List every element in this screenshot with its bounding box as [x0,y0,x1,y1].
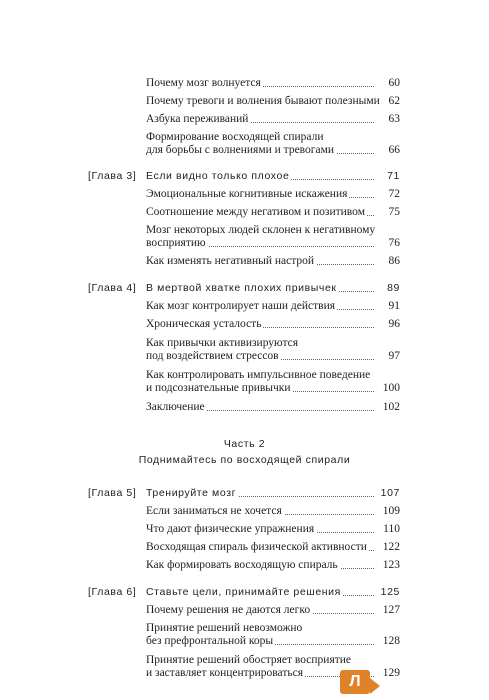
part-title: Поднимайтесь по восходящей спирали [138,454,351,466]
toc-entry: Что дают физические упражнения 110 [146,523,400,535]
chapter-title: В мертвой хватке плохих привычек 89 [146,282,400,294]
toc-entry: Как привычки активизируются [146,337,299,349]
toc-entry: под воздействием стрессов 97 [146,350,400,362]
part-number: Часть 2 [223,438,266,450]
toc-entry: Если заниматься не хочется 109 [146,505,400,517]
toc-entry: Как контролировать импульсивное поведение [146,369,371,381]
toc-entry: Азбука переживаний 63 [146,113,400,125]
toc-entry: Как изменять негативный настрой 86 [146,255,400,267]
toc-entry: Соотношение между негативом и позитивом 75 [146,206,400,218]
toc-entry: без префронтальной коры 128 [146,635,400,647]
toc-entry: Как мозг контролирует наши действия 91 [146,300,400,312]
toc-entry: и заставляет концентрироваться 129 [146,667,400,679]
chapter-title: Если видно только плохое 71 [146,170,400,182]
chapter-label: [Глава 4] [88,282,137,294]
toc-entry: Почему тревоги и волнения бывают полезными 62 [146,95,400,107]
toc-entry: Заключение 102 [146,401,400,413]
toc-entry: Принятие решений обостряет восприятие [146,654,352,666]
toc-entry: Хроническая усталость 96 [146,318,400,330]
chapter-title: Тренируйте мозг 107 [146,487,400,499]
toc-entry: Эмоциональные когнитивные искажения 72 [146,188,400,200]
toc-entry: Почему мозг волнуется 60 [146,77,400,89]
toc-entry: для борьбы с волнениями и тревогами 66 [146,144,400,156]
toc-entry: Восходящая спираль физической активности 122 [146,541,400,553]
publisher-logo: Л [340,670,370,694]
chapter-title: Ставьте цели, принимайте решения 125 [146,586,400,598]
chapter-label: [Глава 5] [88,487,137,499]
toc-entry: Как формировать восходящую спираль 123 [146,559,400,571]
toc-entry: Формирование восходящей спирали [146,131,324,143]
toc-entry: и подсознательные привычки 100 [146,382,400,394]
toc-entry: Мозг некоторых людей склонен к негативному [146,224,376,236]
toc-entry: восприятию 76 [146,237,400,249]
chapter-label: [Глава 3] [88,170,137,182]
toc-entry: Почему решения не даются легко 127 [146,604,400,616]
toc-entry: Принятие решений невозможно [146,622,303,634]
chapter-label: [Глава 6] [88,586,137,598]
